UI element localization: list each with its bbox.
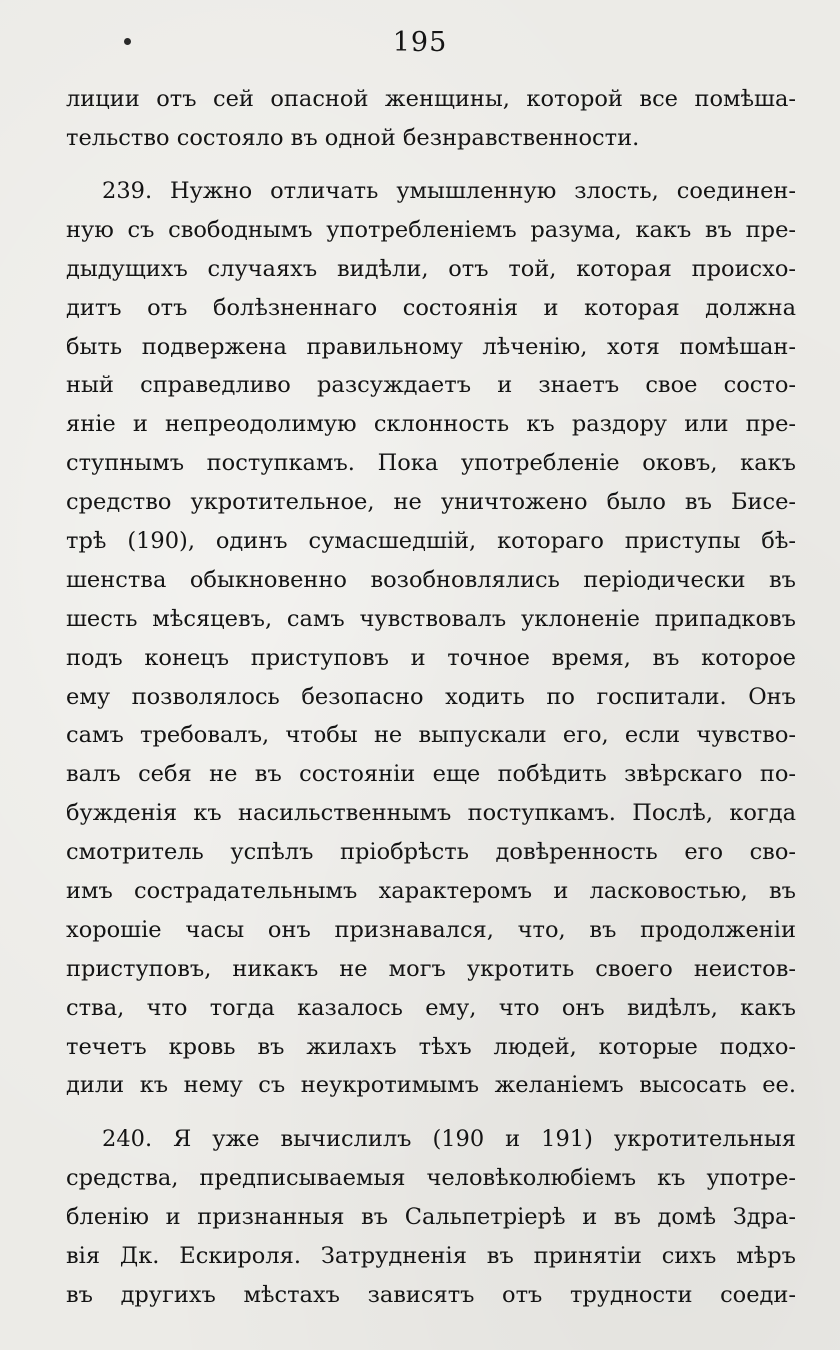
text-line: дыдущихъ случаяхъ видѣли, отъ той, которая происхо- [66,255,796,282]
text-line: хорошіе часы онъ признавался, что, въ продолженіи [66,916,796,943]
text-line: средство укротительное, не уничтожено было въ Бисе- [66,489,796,516]
text-line: дили къ нему съ неукротимымъ желаніемъ высосать ее. [66,1072,796,1099]
text-line: 239. Нужно отличать умышленную злость, соединен- [102,178,796,204]
text-line: трѣ (190), одинъ сумасшедшій, котораго приступы бѣ- [66,528,796,555]
text-line: валъ себя не въ состояніи еще побѣдить звѣрскаго по- [66,761,796,788]
text-line: подъ конецъ приступовъ и точное время, въ которое [66,644,796,671]
text-line: вія Дк. Ескироля. Затрудненія въ принятіи сихъ мѣръ [66,1242,796,1269]
text-line: тельство состояло въ одной безнравственности. [66,124,640,151]
text-line: лиции отъ сей опасной женщины, которой все помѣша- [66,86,796,112]
text-line: смотритель успѣлъ пріобрѣсть довѣренность его сво- [66,839,796,866]
text-line: быть подвержена правильному лѣченію, хотя помѣшан- [66,333,796,360]
text-line: имъ сострадательнымъ характеромъ и ласковостью, въ [66,878,796,905]
text-line: дитъ отъ болѣзненнаго состоянія и которая должна [66,294,796,321]
text-line: ства, что тогда казалось ему, что онъ видѣлъ, какъ [66,994,796,1021]
text-line: ему позволялось безопасно ходить по госпитали. Онъ [66,683,796,710]
page-number: 195 [392,27,448,58]
text-line: бужденія къ насильственнымъ поступкамъ. Послѣ, когда [66,800,796,827]
text-line: приступовъ, никакъ не могъ укротить своего неистов- [66,955,796,982]
text-line: шенства обыкновенно возобновлялись періодически въ [66,566,796,593]
text-line: ную съ свободнымъ употребленіемъ разума, какъ въ пре- [66,216,796,243]
text-line: течетъ кровь въ жилахъ тѣхъ людей, которые подхо- [66,1033,796,1060]
paragraph-239 [66,172,796,1105]
text-line: яніе и непреодолимую склонность къ раздору или пре- [66,411,796,438]
text-line: бленію и признанныя въ Сальпетріерѣ и въ домѣ Здра- [66,1203,796,1230]
text-line: 240. Я уже вычислилъ (190 и 191) укротительныя [102,1126,796,1152]
paragraph-continuation [66,80,796,158]
text-line: шесть мѣсяцевъ, самъ чувствовалъ уклоненіе припадковъ [66,605,796,632]
text-line: средства, предписываемыя человѣколюбіемъ къ употре- [66,1164,796,1191]
text-line: въ другихъ мѣстахъ зависятъ отъ трудности соеди- [66,1281,796,1308]
paragraph-240 [66,1120,796,1314]
text-line: ный справедливо разсуждаетъ и знаетъ свое состо- [66,372,796,399]
text-line: ступнымъ поступкамъ. Пока употребленіе оковъ, какъ [66,450,796,477]
text-line: самъ требовалъ, чтобы не выпускали его, если чувство- [66,722,796,749]
